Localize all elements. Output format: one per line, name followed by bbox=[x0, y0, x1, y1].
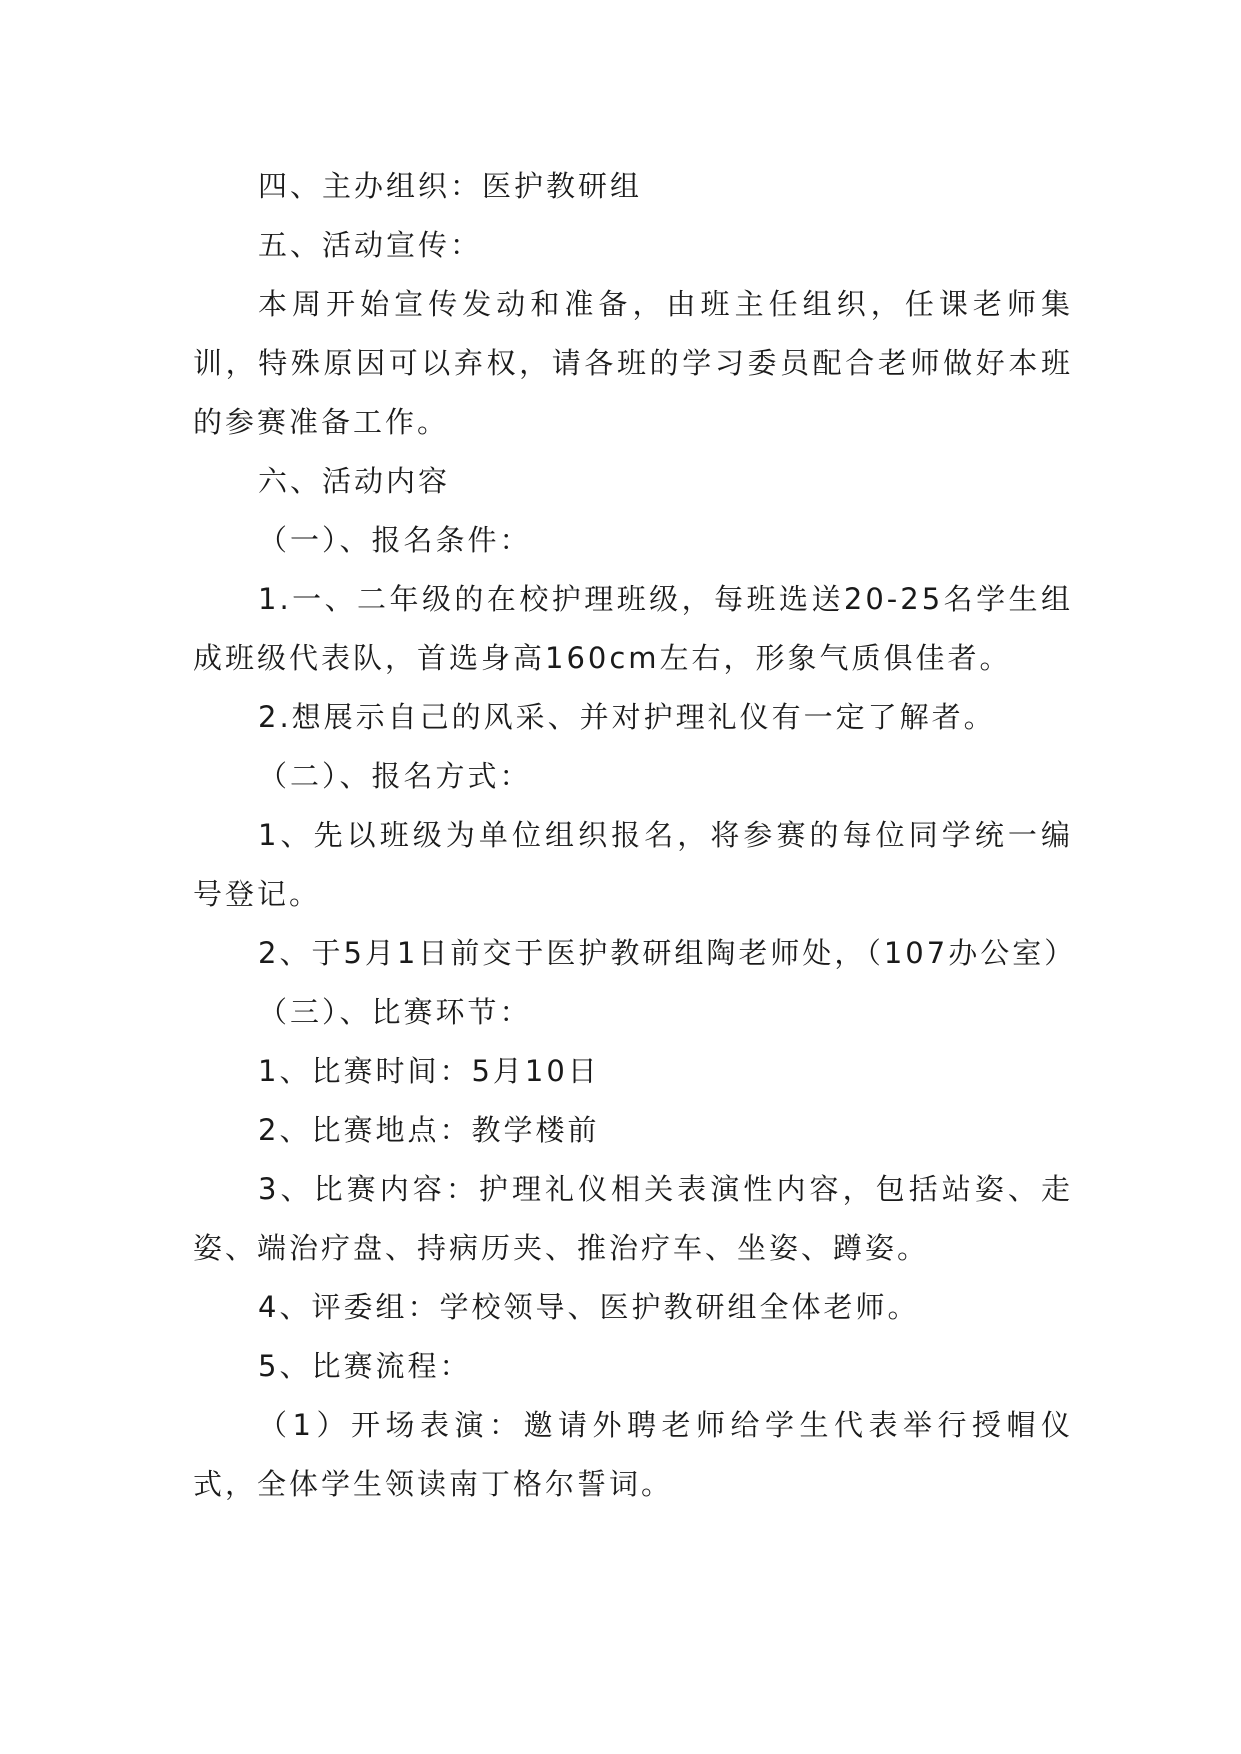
publicity-paragraph: 本周开始宣传发动和准备，由班主任组织，任课老师集训，特殊原因可以弃权，请各班的学习委员配合老师做好本班的参赛准备工作。 bbox=[193, 287, 1073, 439]
subheading-registration-method: （二）、报名方式： bbox=[258, 759, 532, 793]
document-body bbox=[193, 157, 1077, 1514]
method-item-1: 1、先以班级为单位组织报名，将参赛的每位同学统一编号登记。 bbox=[193, 818, 1073, 911]
stage-item-process: 5、比赛流程： bbox=[258, 1349, 472, 1383]
stage-item-content: 3、比赛内容：护理礼仪相关表演性内容，包括站姿、走姿、端治疗盘、持病历夹、推治疗车、坐姿、蹲姿。 bbox=[193, 1172, 1073, 1265]
stage-item-location: 2、比赛地点：教学楼前 bbox=[258, 1113, 600, 1147]
stage-item-time: 1、比赛时间：5月10日 bbox=[258, 1054, 600, 1088]
process-item-opening: （1）开场表演：邀请外聘老师给学生代表举行授帽仪式，全体学生领读南丁格尔誓词。 bbox=[193, 1408, 1073, 1501]
subheading-registration-conditions: （一）、报名条件： bbox=[258, 523, 532, 557]
subheading-competition-stages: （三）、比赛环节： bbox=[258, 995, 532, 1029]
section-heading-content: 六、活动内容 bbox=[258, 464, 451, 498]
stage-item-judges: 4、评委组：学校领导、医护教研组全体老师。 bbox=[258, 1290, 920, 1324]
section-heading-organizer: 四、主办组织：医护教研组 bbox=[258, 169, 643, 203]
method-item-2: 2、于5月1日前交于医护教研组陶老师处，（107办公室） bbox=[258, 936, 1077, 970]
section-heading-publicity: 五、活动宣传： bbox=[258, 228, 483, 262]
condition-item-2: 2.想展示自己的风采、并对护理礼仪有一定了解者。 bbox=[258, 700, 996, 734]
condition-item-1: 1.一、二年级的在校护理班级，每班选送20-25名学生组成班级代表队，首选身高160cm左右，形象气质俱佳者。 bbox=[193, 582, 1073, 675]
